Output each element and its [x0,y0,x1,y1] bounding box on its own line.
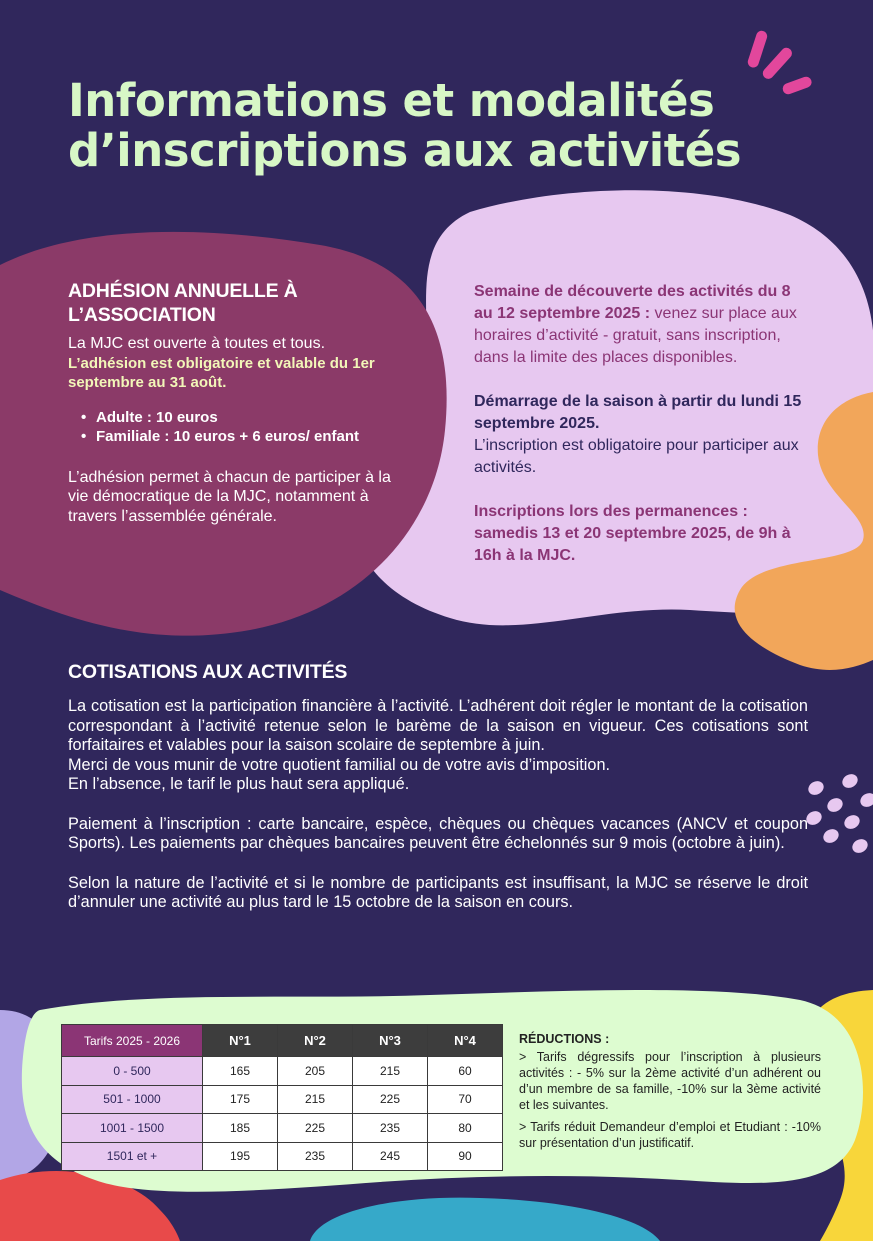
tarif-value: 165 [203,1057,278,1086]
demarrage-text: L’inscription est obligatoire pour participer aux activités. [474,437,799,476]
price-family: • Familiale : 10 euros + 6 euros/ enfant [96,427,403,447]
tarifs-col-1: N°1 [203,1025,278,1057]
page-title-line-2: d’inscriptions aux activités [68,124,742,177]
tarif-value: 90 [428,1142,503,1171]
adhesion-description: L’adhésion permet à chacun de participer à la vie démocratique de la MJC, notamment à travers l’assemblée générale. [68,468,391,525]
decouverte-dates: Semaine de découverte des activités du 8 au 12 septembre 2025 : [474,283,791,322]
table-row [62,1142,503,1171]
reductions-title: RÉDUCTIONS : [519,1032,610,1046]
demarrage-dates: Démarrage de la saison à partir du lundi 15 septembre 2025. [474,393,802,432]
tarifs-table [61,1024,503,1171]
tarif-range: 0 - 500 [62,1057,203,1086]
tarif-value: 215 [278,1085,353,1114]
tarif-value: 70 [428,1085,503,1114]
adhesion-mandatory: L’adhésion est obligatoire et valable du 1er septembre au 31 août. [68,354,375,391]
tarif-value: 80 [428,1114,503,1143]
tarif-value: 195 [203,1142,278,1171]
reductions-item-degressifs: > Tarifs dégressifs pour l’inscription à plusieurs activités : - 5% sur la 2ème activité d’un adhérent ou d’un membre de sa famille, -10% sur la 3ème activité et les suivantes. [519,1050,821,1112]
tarifs-col-2: N°2 [278,1025,353,1057]
adhesion-section [68,279,403,526]
adhesion-heading [68,279,403,327]
cotisations-paiement: Paiement à l’inscription : carte bancaire, espèce, chèques ou chèques vacances (ANCV et coupon Sports). Les paiements par chèques bancaires peuvent être échelonnés sur 9 mois (octobre à juin). [68,814,808,852]
adhesion-price-list [68,408,403,447]
tarif-range: 501 - 1000 [62,1085,203,1114]
inscriptions-permanences: Inscriptions lors des permanences : samedis 13 et 20 septembre 2025, de 9h à 16h à la MJC. [474,503,791,564]
cotisations-paragraph-3: En l’absence, le tarif le plus haut sera appliqué. [68,775,410,793]
decouverte-paragraph [474,281,809,369]
tarif-value: 60 [428,1057,503,1086]
tarif-value: 215 [353,1057,428,1086]
tarifs-col-4: N°4 [428,1025,503,1057]
price-adult: • Adulte : 10 euros [96,408,403,428]
tarifs-header-row [62,1025,503,1057]
page-title-line-1: Informations et modalités [68,74,715,127]
tarif-range: 1501 et + [62,1142,203,1171]
table-row [62,1085,503,1114]
decouverte-text: venez sur place aux horaires d’activité - gratuit, sans inscription, dans la limite des places disponibles. [474,305,797,366]
blue-blob [310,1198,660,1241]
tarif-value: 185 [203,1114,278,1143]
tarif-value: 235 [278,1142,353,1171]
tarif-value: 225 [353,1085,428,1114]
lilac-dots [804,771,873,855]
adhesion-heading-line-1: ADHÉSION ANNUELLE À [68,280,298,302]
cotisations-heading: COTISATIONS AUX ACTIVITÉS [68,661,348,683]
season-info [474,281,809,567]
table-row [62,1057,503,1086]
table-row [62,1114,503,1143]
reductions-section [519,1031,821,1151]
cotisations-paragraph-1: La cotisation est la participation financière à l’activité. L’adhérent doit régler le montant de la cotisation correspondant à l’activité retenue selon le barème de la saison en vigueur. Ces cotisations sont forfaitaires et valables pour la saison scolaire de septembre à juin. [68,697,808,754]
tarif-value: 205 [278,1057,353,1086]
tarif-value: 235 [353,1114,428,1143]
tarif-value: 225 [278,1114,353,1143]
adhesion-intro: La MJC est ouverte à toutes et tous. [68,335,326,352]
tarifs-header-label: Tarifs 2025 - 2026 [62,1025,203,1057]
cotisations-section [68,660,808,913]
page-title [68,76,848,176]
adhesion-heading-line-2: L’ASSOCIATION [68,304,216,326]
tarif-value: 245 [353,1142,428,1171]
cotisations-paragraph-2: Merci de vous munir de votre quotient familial ou de votre avis d’imposition. [68,755,611,774]
cotisations-annulation: Selon la nature de l’activité et si le nombre de participants est insuffisant, la MJC se réserve le droit d’annuler une activité au plus tard le 15 octobre de la saison en cours. [68,873,808,911]
tarif-value: 175 [203,1085,278,1114]
tarifs-col-3: N°3 [353,1025,428,1057]
reductions-item-reduit: > Tarifs réduit Demandeur d’emploi et Etudiant : -10% sur présentation d’un justificatif. [519,1120,821,1150]
tarif-range: 1001 - 1500 [62,1114,203,1143]
